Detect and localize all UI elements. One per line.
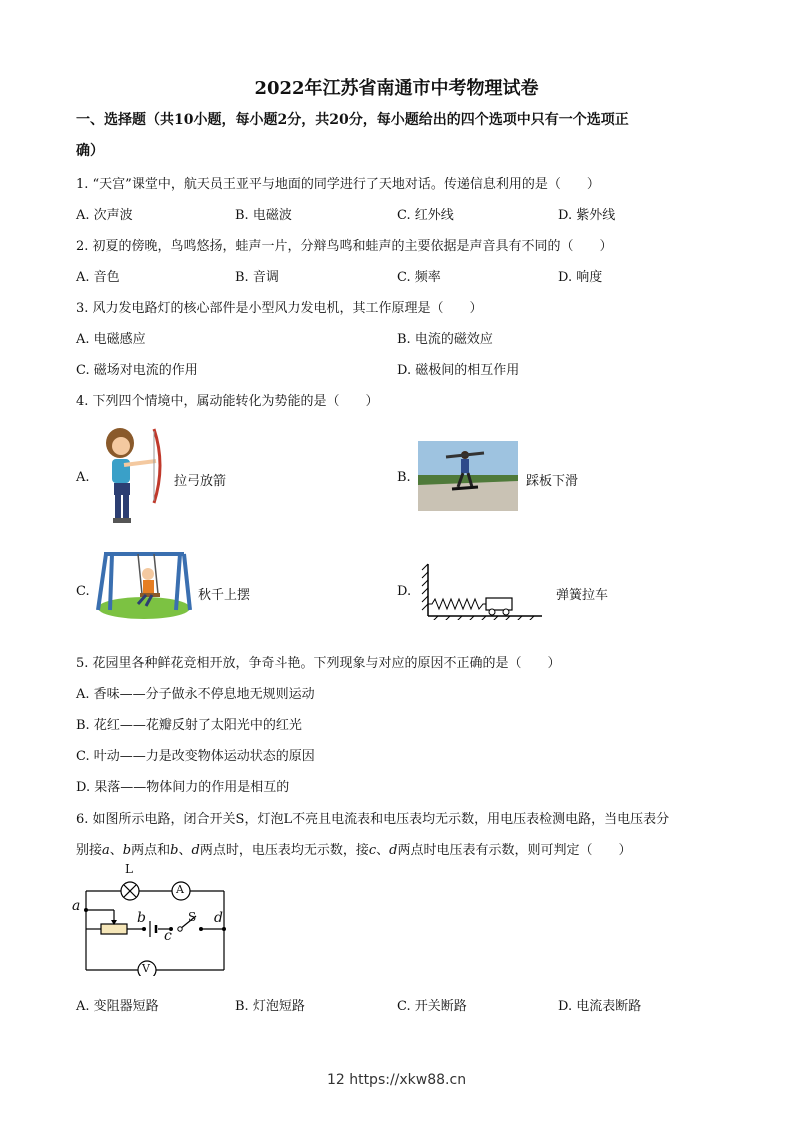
circuit-diagram bbox=[70, 860, 240, 976]
q1-option-c: C. 红外线 bbox=[397, 208, 454, 223]
lamp-label: L bbox=[125, 862, 133, 876]
ammeter-label: A bbox=[176, 883, 184, 896]
q2-option-b: B. 音调 bbox=[235, 270, 279, 285]
q4-option-b-caption: 踩板下滑 bbox=[526, 474, 579, 489]
q3-option-a: A. 电磁感应 bbox=[76, 332, 146, 347]
swing-image bbox=[96, 548, 192, 620]
section-heading-line1: 一、选择题（共10小题，每小题2分，共20分，每小题给出的四个选项中只有一个选项正 bbox=[76, 112, 629, 128]
q1-option-d: D. 紫外线 bbox=[558, 208, 616, 223]
q5-option-c: C. 叶动——力是改变物体运动状态的原因 bbox=[76, 749, 315, 764]
question-3-stem: 3. 风力发电路灯的核心部件是小型风力发电机，其工作原理是（ ） bbox=[76, 301, 483, 316]
q6-option-a: A. 变阻器短路 bbox=[76, 999, 159, 1014]
question-6-stem-line2: 别接a、b两点和b、d两点时，电压表均无示数，接c、d两点时电压表有示数，则可判定（ ） bbox=[76, 843, 632, 858]
section-heading-line2: 确） bbox=[76, 143, 104, 159]
q4-option-b-letter: B. bbox=[397, 470, 411, 485]
point-d-label: d bbox=[214, 910, 223, 926]
q2-option-d: D. 响度 bbox=[558, 270, 603, 285]
q1-option-b: B. 电磁波 bbox=[235, 208, 292, 223]
q4-option-d-caption: 弹簧拉车 bbox=[556, 588, 609, 603]
voltmeter-label: V bbox=[142, 962, 150, 975]
archer-girl-image bbox=[94, 425, 164, 527]
q3-option-c: C. 磁场对电流的作用 bbox=[76, 363, 198, 378]
q4-option-d-letter: D. bbox=[397, 584, 412, 599]
q2-option-a: A. 音色 bbox=[76, 270, 120, 285]
point-b-label: b bbox=[137, 910, 146, 926]
q5-option-a: A. 香味——分子做永不停息地无规则运动 bbox=[76, 687, 315, 702]
q6-option-c: C. 开关断路 bbox=[397, 999, 467, 1014]
page-footer-watermark: 12 https://xkw88.cn bbox=[326, 1072, 467, 1088]
switch-label: S bbox=[188, 910, 197, 924]
question-5-stem: 5. 花园里各种鲜花竞相开放，争奇斗艳。下列现象与对应的原因不正确的是（ ） bbox=[76, 656, 561, 671]
question-6-stem-line1: 6. 如图所示电路，闭合开关S，灯泡L不亮且电流表和电压表均无示数，用电压表检测电路，当电压表分 bbox=[76, 812, 670, 827]
skateboard-photo bbox=[418, 441, 518, 511]
spring-cart-diagram bbox=[418, 560, 544, 620]
point-c-label: c bbox=[164, 928, 172, 944]
question-1-stem: 1. “天宫”课堂中，航天员王亚平与地面的同学进行了天地对话。传递信息利用的是（ ） bbox=[76, 177, 600, 192]
q5-option-b: B. 花红——花瓣反射了太阳光中的红光 bbox=[76, 718, 302, 733]
question-2-stem: 2. 初夏的傍晚，鸟鸣悠扬，蛙声一片，分辩鸟鸣和蛙声的主要依据是声音具有不同的（ ） bbox=[76, 239, 613, 254]
q3-option-d: D. 磁极间的相互作用 bbox=[397, 363, 520, 378]
q6-option-d: D. 电流表断路 bbox=[558, 999, 642, 1014]
q6-option-b: B. 灯泡短路 bbox=[235, 999, 305, 1014]
question-4-stem: 4. 下列四个情境中，属动能转化为势能的是（ ） bbox=[76, 394, 379, 409]
page-title: 2022年江苏省南通市中考物理试卷 bbox=[254, 78, 539, 99]
q2-option-c: C. 频率 bbox=[397, 270, 441, 285]
q4-option-c-letter: C. bbox=[76, 584, 90, 599]
q4-option-a-letter: A. bbox=[76, 470, 90, 485]
q5-option-d: D. 果落——物体间力的作用是相互的 bbox=[76, 780, 290, 795]
q4-option-c-caption: 秋千上摆 bbox=[198, 588, 251, 603]
q3-option-b: B. 电流的磁效应 bbox=[397, 332, 493, 347]
q4-option-a-caption: 拉弓放箭 bbox=[174, 474, 227, 489]
point-a-label: a bbox=[72, 898, 81, 914]
q1-option-a: A. 次声波 bbox=[76, 208, 133, 223]
